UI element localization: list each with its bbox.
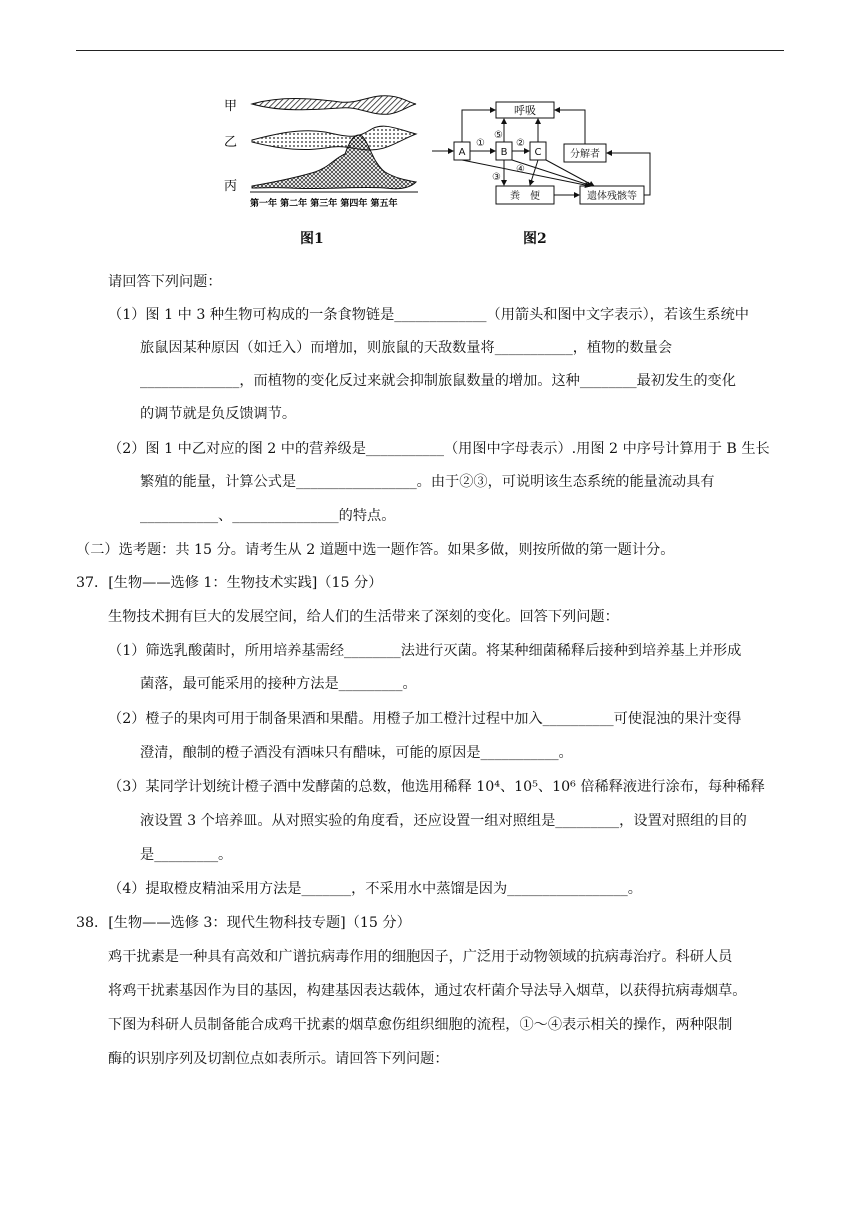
text-line-10: 37．[生物——选修 1：生物技术实践]（15 分）: [76, 575, 383, 591]
marker-2: ②: [516, 138, 525, 149]
header-rule: [76, 50, 784, 51]
row-label-yi: 乙: [224, 135, 238, 150]
box-respiration-label: 呼吸: [514, 104, 536, 117]
box-remains-label: 遗体残骸等: [587, 191, 637, 202]
text-line-16: （3）某同学计划统计橙子酒中发酵菌的总数，他选用稀释 10⁴、10⁵、10⁶ 倍稀释液进行涂布，每种稀释: [108, 779, 765, 795]
figure-1: [220, 88, 430, 218]
text-line-1: 请回答下列问题：: [108, 274, 222, 290]
marker-1: ①: [476, 138, 485, 149]
box-c-label: C: [534, 147, 542, 158]
box-decomposer-label: 分解者: [570, 149, 600, 160]
text-line-2: （1）图 1 中 3 种生物可构成的一条食物链是_____________（用箭头和图中文字表示），若该生系统中: [108, 307, 749, 323]
text-line-3: 旅鼠因某种原因（如迁入）而增加，则旅鼠的天敌数量将___________，植物的数量会: [140, 340, 673, 356]
box-b-label: B: [500, 147, 508, 158]
marker-5: ⑤: [494, 130, 503, 141]
text-line-22: 将鸡干扰素基因作为目的基因，构建基因表达载体，通过农杆菌介导法导入烟草，以获得抗病毒烟草。: [108, 983, 747, 999]
figure-2-caption: 图2: [523, 231, 547, 247]
row-label-jia: 甲: [224, 99, 238, 114]
row-label-bing: 丙: [224, 179, 238, 194]
text-line-17: 液设置 3 个培养皿。从对照实验的角度看，还应设置一组对照组是_________，设置对照组的目的: [140, 813, 747, 829]
band-yi: [252, 126, 416, 150]
text-line-6: （2）图 1 中乙对应的图 2 中的营养级是___________（用图中字母表示）.用图 2 中序号计算用于 B 生长: [108, 441, 770, 457]
text-line-23: 下图为科研人员制备能合成鸡干扰素的烟草愈伤组织细胞的流程，①～④表示相关的操作，两种限制: [108, 1017, 733, 1033]
text-line-21: 鸡干扰素是一种具有高效和广谱抗病毒作用的细胞因子，广泛用于动物领域的抗病毒治疗。科研人员: [108, 949, 733, 965]
text-line-11: 生物技术拥有巨大的发展空间，给人们的生活带来了深刻的变化。回答下列问题：: [108, 609, 619, 625]
marker-4: ④: [516, 164, 525, 175]
figure-2: [430, 88, 656, 218]
figure-1-caption: 图1: [300, 231, 324, 247]
text-line-24: 酶的识别序列及切割位点如表所示。请回答下列问题：: [108, 1051, 449, 1067]
text-line-7: 繁殖的能量，计算公式是_________________。由于②③，可说明该生态系统的能量流动具有: [140, 474, 715, 490]
figures-row: [220, 88, 660, 258]
text-line-13: 菌落，最可能采用的接种方法是_________。: [140, 676, 417, 692]
text-line-18: 是_________。: [140, 847, 233, 863]
x-axis-label: 第一年 第二年 第三年 第四年 第五年: [250, 199, 398, 209]
box-feces-label: 粪 便: [510, 191, 540, 202]
text-line-5: 的调节就是负反馈调节。: [140, 406, 297, 422]
figure-1-graphic: [220, 88, 430, 218]
text-line-9: （二）选考题：共 15 分。请考生从 2 道题中选一题作答。如果多做，则按所做的第一题计分。: [76, 542, 675, 558]
text-line-19: （4）提取橙皮精油采用方法是_______，不采用水中蒸馏是因为_________________。: [108, 881, 642, 897]
figure-2-graphic: [430, 88, 656, 218]
text-line-12: （1）筛选乳酸菌时，所用培养基需经________法进行灭菌。将某种细菌稀释后接种到培养基上并形成: [108, 643, 742, 659]
text-line-15: 澄清，酿制的橙子酒没有酒味只有醋味，可能的原因是___________。: [140, 745, 573, 761]
text-line-20: 38．[生物——选修 3：现代生物科技专题]（15 分）: [76, 915, 411, 931]
text-line-14: （2）橙子的果肉可用于制备果酒和果醋。用橙子加工橙汁过程中加入__________可使混浊的果汁变得: [108, 711, 742, 727]
box-a-label: A: [458, 147, 466, 158]
band-jia: [252, 96, 416, 115]
text-line-4: ______________，而植物的变化反过来就会抑制旅鼠数量的增加。这种________最初发生的变化: [140, 373, 736, 389]
text-line-8: ___________、_______________的特点。: [140, 508, 396, 524]
marker-3: ③: [492, 172, 501, 183]
